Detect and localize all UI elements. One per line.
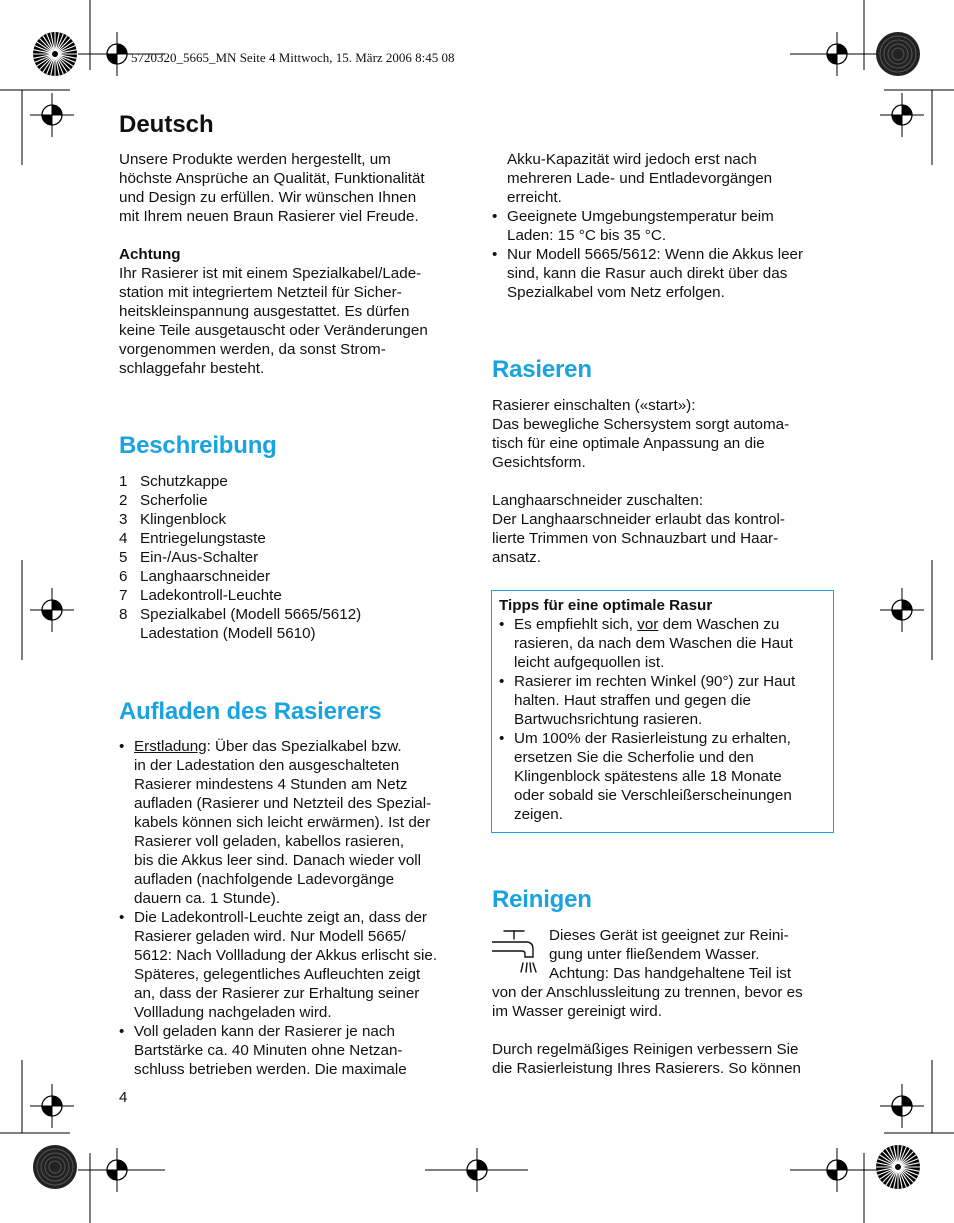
intro-line: mit Ihrem neuen Braun Rasierer viel Freude. xyxy=(119,208,419,225)
intro-line: Unsere Produkte werden hergestellt, um xyxy=(119,151,391,168)
parts-list xyxy=(119,472,469,643)
achtung-line: Ihr Rasierer ist mit einem Spezialkabel/Lade- xyxy=(119,265,422,282)
achtung-line: vorgenommen werden, da sonst Strom- xyxy=(119,341,386,358)
list-item: 1 Schutzkappe xyxy=(119,473,228,490)
list-item: 2 Scherfolie xyxy=(119,492,208,509)
achtung-line: station mit integriertem Netzteil für Sicher- xyxy=(119,284,402,301)
achtung-line: keine Teile ausgetauscht oder Veränderungen xyxy=(119,322,428,339)
achtung-heading: Achtung xyxy=(119,246,181,263)
tips-heading: Tipps für eine optimale Rasur xyxy=(499,597,713,614)
erstladung-term: Erstladung xyxy=(134,738,207,755)
list-item-continued: Akku-Kapazität wird jedoch erst nach mehreren Lade- und Entladevorgängen erreicht. xyxy=(507,151,773,206)
aufladen-list xyxy=(119,737,469,1079)
list-item: • Geeignete Umgebungstemperatur beim Laden: 15 °C bis 35 °C. xyxy=(492,207,837,245)
list-item: 3 Klingenblock xyxy=(119,511,227,528)
list-item: 7 Ladekontroll-Leuchte xyxy=(119,587,282,604)
intro-line: höchste Ansprüche an Qualität, Funktionalität xyxy=(119,170,425,187)
list-item: • Es empfiehlt sich, vor dem Waschen zu rasieren, da nach dem Waschen die Haut leicht aufgequollen ist. xyxy=(499,615,826,672)
list-item: 8 Spezialkabel (Modell 5665/5612) xyxy=(119,606,362,623)
list-item: • Rasierer im rechten Winkel (90°) zur Haut halten. Haut straffen und gegen die Bartwuchsrichtung rasieren. xyxy=(499,672,826,729)
list-item: • Die Ladekontroll-Leuchte zeigt an, dass der Rasierer geladen wird. Nur Modell 5665/ 5612: Nach Vollladung der Akkus erlischt sie. Späteres, gelegentliches Aufleuchten zeigt an, dass der Rasierer zur Erhaltung seiner Vollladung nachgeladen wird. xyxy=(119,908,469,1022)
reinigen-text: von der Anschlussleitung zu trennen, bevor es im Wasser gereinigt wird. Durch regelmäßiges Reinigen verbessern Sie die Rasierleistung Ihres Rasierers. So können xyxy=(492,984,803,1077)
print-slug: 5720320_5665_MN Seite 4 Mittwoch, 15. März 2006 8:45 08 xyxy=(131,50,455,65)
tips-box xyxy=(491,590,834,833)
list-item: 5 Ein-/Aus-Schalter xyxy=(119,549,259,566)
list-item: Ladestation (Modell 5610) xyxy=(140,625,316,642)
list-item: • Nur Modell 5665/5612: Wenn die Akkus leer sind, kann die Rasur auch direkt über das Spezialkabel vom Netz erfolgen. xyxy=(492,245,837,302)
aufladen-continued xyxy=(492,150,837,302)
achtung-section xyxy=(119,245,469,378)
page-number: 4 xyxy=(119,1089,128,1106)
list-item: • Voll geladen kann der Rasierer je nach Bartstärke ca. 40 Minuten ohne Netzan- schluss betrieben werden. Die maximale xyxy=(119,1022,469,1079)
reinigen-indented: Dieses Gerät ist geeignet zur Reini- gung unter fließendem Wasser. Achtung: Das handgehaltene Teil ist xyxy=(549,927,792,982)
page-title: Deutsch xyxy=(119,111,214,138)
aufladen-heading: Aufladen des Rasierers xyxy=(119,698,382,725)
rasieren-heading: Rasieren xyxy=(492,356,592,383)
water-tap-icon xyxy=(492,928,542,976)
achtung-line: schlaggefahr besteht. xyxy=(119,360,265,377)
achtung-line: heitskleinspannung ausgestattet. Es dürfen xyxy=(119,303,410,320)
rasieren-text: Rasierer einschalten («start»): Das bewegliche Schersystem sorgt automa- tisch für eine optimale Anpassung an die Gesichtsform. Langhaarschneider zuschalten: Der Langhaarschneider erlaubt das kontrol- lierte Trimmen von Schnauzbart und Haar- ansatz. xyxy=(492,397,790,566)
intro-line: und Design zu erfüllen. Wir wünschen Ihnen xyxy=(119,189,417,206)
list-item: • Um 100% der Rasierleistung zu erhalten, ersetzen Sie die Scherfolie und den Klingenblock spätestens alle 18 Monate oder sobald sie Verschleißerscheinungen zeigen. xyxy=(499,729,826,824)
list-item: 4 Entriegelungstaste xyxy=(119,530,266,547)
reinigen-heading: Reinigen xyxy=(492,886,592,913)
intro-paragraph xyxy=(119,150,469,226)
beschreibung-heading: Beschreibung xyxy=(119,432,277,459)
list-item: • Erstladung: Über das Spezialkabel bzw. in der Ladestation den ausgeschalteten Rasierer mindestens 4 Stunden am Netz aufladen (Rasierer und Netzteil des Spezial- kabels können sich leicht erwärmen). Ist der Rasierer voll geladen, kabellos rasieren, bis die Akkus leer sind. Danach wieder voll aufladen (nachfolgende Ladevorgänge dauern ca. 1 Stunde). xyxy=(119,737,469,908)
list-item: 6 Langhaarschneider xyxy=(119,568,271,585)
